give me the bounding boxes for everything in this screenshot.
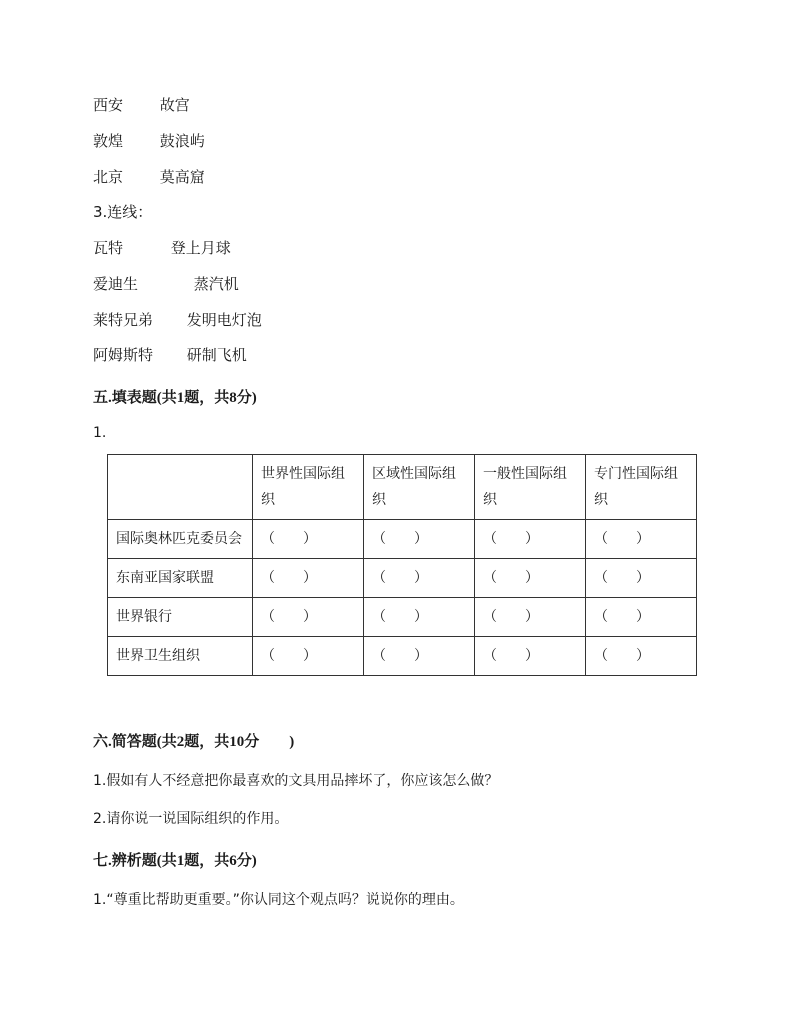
match-left: 西安 xyxy=(93,96,124,114)
section-6-title: 六.简答题(共2题，共10分 ) xyxy=(93,734,295,750)
match-pair xyxy=(93,130,205,151)
connect-right: 登上月球 xyxy=(170,239,231,257)
match-left: 敦煌 xyxy=(93,132,124,150)
answer-cell[interactable]: （ ） xyxy=(475,559,586,598)
connect-pair xyxy=(93,237,231,258)
connect-right: 研制飞机 xyxy=(186,346,247,364)
table-header-row xyxy=(108,455,697,520)
answer-cell[interactable]: （ ） xyxy=(475,637,586,676)
connect-pair xyxy=(93,344,247,365)
connect-left: 瓦特 xyxy=(93,239,124,257)
answer-cell[interactable]: （ ） xyxy=(586,637,697,676)
table-row xyxy=(108,637,697,676)
connect-right: 蒸汽机 xyxy=(193,275,239,293)
table-row xyxy=(108,598,697,637)
section-6-question-1: 1.假如有人不经意把你最喜欢的文具用品摔坏了，你应该怎么做？ xyxy=(93,773,499,789)
table-row xyxy=(108,559,697,598)
match-right: 故宫 xyxy=(159,96,190,114)
connect-pair xyxy=(93,309,262,330)
connect-left: 爱迪生 xyxy=(93,275,139,293)
header-cell-empty xyxy=(108,455,253,520)
section-5-title: 五.填表题(共1题，共8分) xyxy=(93,390,257,406)
answer-cell[interactable]: （ ） xyxy=(364,637,475,676)
header-cell: 区域性国际组织 xyxy=(364,455,475,520)
connect-pair xyxy=(93,273,239,294)
answer-cell[interactable]: （ ） xyxy=(364,520,475,559)
connect-left: 阿姆斯特 xyxy=(93,346,154,364)
answer-cell[interactable]: （ ） xyxy=(253,559,364,598)
match-pair xyxy=(93,94,190,115)
row-label: 世界卫生组织 xyxy=(108,637,253,676)
section-7-title: 七.辨析题(共1题，共6分) xyxy=(93,853,257,869)
match-pair xyxy=(93,166,205,187)
answer-cell[interactable]: （ ） xyxy=(253,637,364,676)
connect-right: 发明电灯泡 xyxy=(186,311,262,329)
header-cell: 一般性国际组织 xyxy=(475,455,586,520)
question-1-label: 1. xyxy=(93,425,107,441)
answer-cell[interactable]: （ ） xyxy=(364,598,475,637)
answer-cell[interactable]: （ ） xyxy=(475,598,586,637)
match-right: 莫高窟 xyxy=(159,168,205,186)
match-left: 北京 xyxy=(93,168,124,186)
header-cell: 世界性国际组织 xyxy=(253,455,364,520)
row-label: 世界银行 xyxy=(108,598,253,637)
section-7-question-1: 1.“尊重比帮助更重要。”你认同这个观点吗？说说你的理由。 xyxy=(93,892,464,908)
row-label: 国际奥林匹克委员会 xyxy=(108,520,253,559)
answer-cell[interactable]: （ ） xyxy=(253,598,364,637)
connect-left: 莱特兄弟 xyxy=(93,311,154,329)
section-6-question-2: 2.请你说一说国际组织的作用。 xyxy=(93,811,289,827)
row-label: 东南亚国家联盟 xyxy=(108,559,253,598)
answer-cell[interactable]: （ ） xyxy=(586,559,697,598)
answer-cell[interactable]: （ ） xyxy=(475,520,586,559)
question-3-label: 3.连线： xyxy=(93,203,153,221)
answer-cell[interactable]: （ ） xyxy=(586,598,697,637)
answer-cell[interactable]: （ ） xyxy=(586,520,697,559)
answer-cell[interactable]: （ ） xyxy=(253,520,364,559)
classification-table xyxy=(107,454,697,676)
match-right: 鼓浪屿 xyxy=(159,132,205,150)
table-row xyxy=(108,520,697,559)
header-cell: 专门性国际组织 xyxy=(586,455,697,520)
answer-cell[interactable]: （ ） xyxy=(364,559,475,598)
